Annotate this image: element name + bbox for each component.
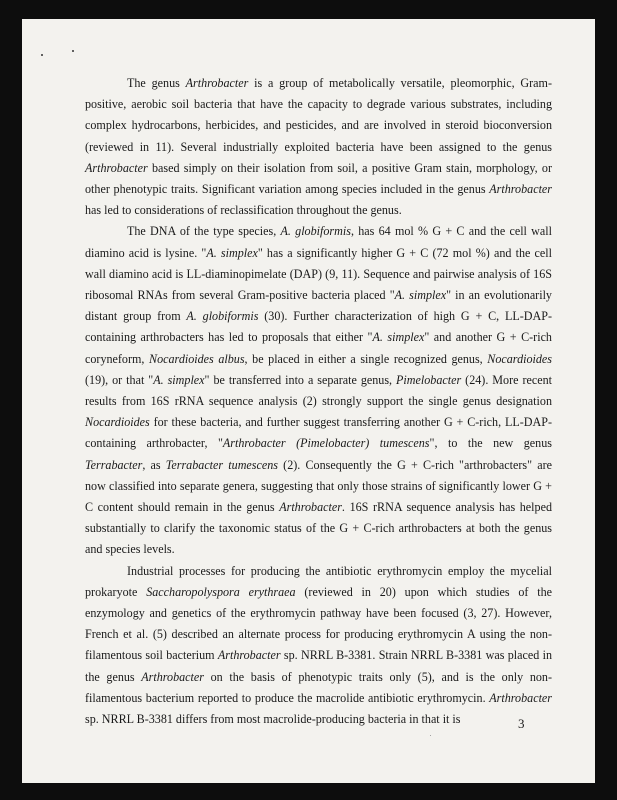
text-run: (24). More recent results from 16S rRNA sequence analysis (2) strongly support the single genus designation [85, 372, 552, 409]
text-run: Industrial processes for producing the antibiotic erythromycin employ the mycelial prokaryote [85, 563, 552, 599]
text-run: The DNA of the type species, [127, 224, 281, 239]
text-run: , as [142, 457, 166, 472]
text-run: , be placed in either a single recognized genus, [244, 351, 488, 366]
text-run: (reviewed in 20) upon which studies of the enzymology and genetics of the erythromycin pathway have been focused (3, 27). However, French et al. (5) described an alternate process for producing erythromycin A using the non-filamentous soil bacterium [85, 584, 552, 663]
italic-term: Pimelobacter [396, 372, 462, 387]
scan-speck [72, 50, 74, 52]
text-run: on the basis of phenotypic traits only (5), and is the only non-filamentous bacterium reported to produce the macrolide antibiotic erythromycin. [85, 669, 552, 705]
text-run: has led to considerations of reclassification throughout the genus. [85, 203, 402, 218]
italic-term: Arthrobacter [85, 160, 148, 175]
italic-term: A. globiformis [280, 224, 351, 239]
text-run: (30). Further characterization of high G + C, LL-DAP-containing arthrobacters has led to proposals that either " [85, 309, 553, 345]
italic-term: Nocardioides [85, 415, 150, 430]
italic-term: Arthrobacter (Pimelobacter) tumescens [222, 436, 430, 451]
text-run: sp. NRRL B-3381 differs from most macrolide-producing bacteria in that it is [85, 712, 461, 727]
paragraph-3 [85, 561, 552, 731]
scan-speck [430, 735, 431, 736]
text-run: " be transferred into a separate genus, [204, 372, 397, 387]
page-number: 3 [518, 716, 525, 731]
italic-term: Arthrobacter [489, 182, 552, 197]
text-run: " and another G + C-rich coryneform, [85, 330, 552, 366]
text-run: (2). Consequently the G + C-rich "arthrobacters" are now classified into separate genera, suggesting that only those strains of significantly lower G + C content should remain in the genus [85, 457, 552, 515]
body-text [85, 73, 552, 730]
italic-term: Terrabacter tumescens [165, 457, 278, 472]
italic-term: Terrabacter [85, 457, 143, 472]
italic-term: A. simplex [372, 330, 425, 345]
paragraph-1 [85, 73, 552, 221]
text-run: " in an evolutionarily distant group from [85, 288, 552, 324]
text-run: " has a significantly higher G + C (72 mol %) and the cell wall diamino acid is LL-diaminopimelate (DAP) (9, 11). Sequence and pairwise analysis of 16S ribosomal RNAs from several Gram-positive bacteria placed " [85, 245, 552, 303]
italic-term: A. globiformis [186, 309, 259, 324]
text-run: , has 64 mol % G + C and the cell wall diamino acid is lysine. " [85, 224, 552, 260]
text-run: ", to the new genus [429, 436, 552, 451]
italic-term: Arthrobacter [489, 690, 552, 705]
document-page [22, 19, 595, 783]
italic-term: Saccharopolyspora erythraea [146, 584, 296, 599]
italic-term: Nocardioides [487, 351, 553, 366]
text-run: is a group of metabolically versatile, pleomorphic, Gram-positive, aerobic soil bacteria that have the capacity to degrade various substrates, including complex hydrocarbons, herbicides, and pesticides, and are involved in steroid bioconversion (reviewed in 11). Several industrially exploited bacteria have been assigned to the genus [85, 76, 552, 154]
text-run: (19), or that " [85, 372, 154, 387]
text-run: based simply on their isolation from soil, a positive Gram stain, morphology, or other phenotypic traits. Significant variation among species included in the genus [85, 160, 552, 197]
italic-term: Arthrobacter [141, 669, 204, 684]
italic-term: A. simplex [153, 372, 205, 387]
scan-speck [41, 54, 43, 56]
italic-term: Arthrobacter [185, 76, 249, 90]
italic-term: A. simplex [206, 245, 258, 260]
italic-term: Arthrobacter [279, 500, 342, 515]
italic-term: Arthrobacter [217, 648, 281, 663]
italic-term: Nocardioides albus [149, 351, 245, 366]
text-run: sp. NRRL B-3381. Strain NRRL B-3381 was placed in the genus [85, 648, 552, 684]
text-run: for these bacteria, and further suggest transferring another G + C-rich, LL-DAP-containing arthrobacter, " [85, 415, 552, 451]
text-run: . 16S rRNA sequence analysis has helped substantially to clarify the taxonomic status of the G + C-rich arthrobacters at both the genus and species levels. [85, 500, 552, 557]
paragraph-2 [85, 221, 552, 560]
italic-term: A. simplex [394, 288, 447, 303]
text-run: The genus [127, 76, 186, 90]
